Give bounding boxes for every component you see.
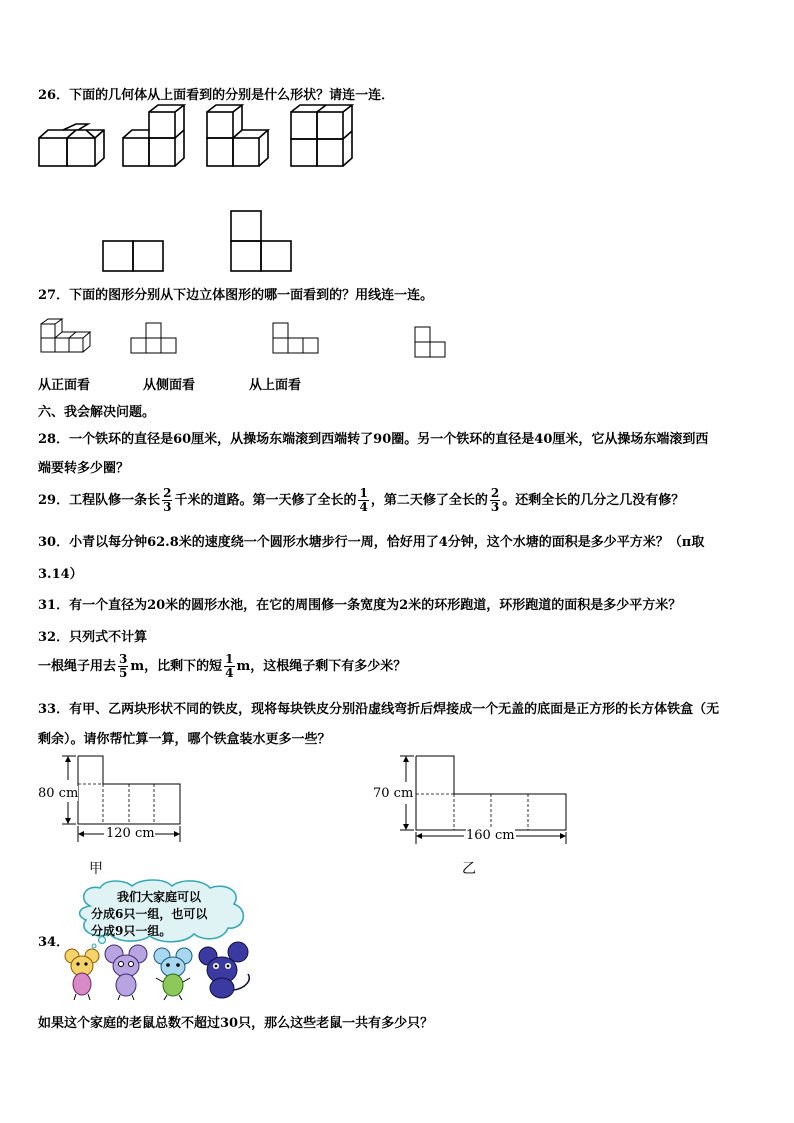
q27-view-side: 从侧面看: [143, 378, 196, 393]
q30-line2: 3.14）: [38, 567, 83, 582]
q26-top-view-a: [102, 240, 166, 274]
speech-line-2: 分成6只一组，也可以: [91, 907, 208, 921]
q27-solid: [40, 318, 100, 356]
q32-fraction-1: $\frac{3}{5}$: [119, 652, 128, 680]
q26-solid-4: [290, 104, 356, 168]
q33-b-name: 乙: [462, 861, 476, 877]
speech-line-1: 我们大家庭可以: [117, 890, 202, 904]
q33-a-width: 120 cm: [106, 826, 155, 841]
q33-a-name: 甲: [89, 861, 103, 877]
q33-b-width: 160 cm: [466, 828, 515, 843]
q29-fraction-2: $\frac{1}{4}$: [359, 486, 368, 514]
q32-fraction-2: $\frac{1}{4}$: [225, 652, 234, 680]
q34-question: 如果这个家庭的老鼠总数不超过30只，那么这些老鼠一共有多少只？: [38, 1016, 434, 1031]
q27-view-front: 从正面看: [38, 378, 91, 393]
q32-body: [38, 652, 406, 682]
q27-view-top: 从上面看: [249, 378, 302, 393]
q28-line2: 端要转多少圈？: [38, 461, 130, 476]
section-6-heading: 六、我会解决问题。: [38, 405, 156, 420]
mice-illustration: [62, 944, 256, 1002]
q33-line2: 剩余）。请你帮忙算一算，哪个铁盒装水更多一些？: [38, 732, 331, 747]
speech-line-3: 分成9只一组。: [91, 924, 172, 938]
q33-a-height: 80 cm: [38, 786, 79, 801]
q26-solid-1: [38, 122, 102, 168]
q33-line1: 33．有甲、乙两块形状不同的铁皮，现将每块铁皮分别沿虚线弯折后焊接成一个无盖的底面是正方形的长方体铁盒（无: [38, 702, 720, 717]
q27-view-3: [414, 326, 448, 360]
q27-text: 27．下面的图形分别从下边立体图形的哪一面看到的？用线连一连。: [38, 288, 434, 303]
mouse-navy-icon: [199, 942, 249, 998]
q29-part4: 。还剩全长的几分之几没有修？: [502, 493, 685, 508]
q31-text: 31．有一个直径为20米的圆形水池，在它的周围修一条宽度为2米的环形跑道，环形跑道的面积是多少平方米？: [38, 598, 682, 613]
q32-title: 32．只列式不计算: [38, 630, 148, 645]
q26-solid-3: [206, 104, 270, 168]
q29-fraction-1: $\frac{2}{3}$: [163, 486, 172, 514]
q29-fraction-3: $\frac{2}{3}$: [490, 486, 500, 514]
mouse-yellow-icon: [65, 949, 99, 1000]
q29-part1: 29．工程队修一条长: [38, 493, 161, 508]
q26-text: 26．下面的几何体从上面看到的分别是什么形状？请连一连．: [38, 88, 395, 103]
q26-solid-2: [122, 104, 186, 168]
q29: [38, 486, 684, 516]
q28-line1: 28．一个铁环的直径是60厘米，从操场东端滚到西端转了90圈。另一个铁环的直径是40厘米，它从操场东端滚到西: [38, 432, 709, 447]
q29-part3: ，第二天修了全长的: [370, 493, 488, 508]
q33-b-height: 70 cm: [373, 786, 414, 801]
q32-part1: 一根绳子用去: [38, 659, 117, 674]
q27-view-2: [272, 322, 320, 356]
mouse-purple-icon: [105, 945, 147, 1000]
mouse-blue-icon: [154, 948, 192, 1000]
q34-number: 34．: [38, 935, 70, 950]
q27-view-1: [130, 322, 178, 356]
q26-top-view-b: [230, 210, 294, 274]
q32-part3: m，这根绳子剩下有多少米？: [236, 659, 407, 674]
q29-part2: 千米的道路。第一天修了全长的: [174, 493, 357, 508]
q32-part2: m，比剩下的短: [130, 659, 223, 674]
q30-line1: 30．小青以每分钟62.8米的速度绕一个圆形水塘步行一周，恰好用了4分钟，这个水塘的面积是多少平方米？（π取: [38, 535, 705, 550]
